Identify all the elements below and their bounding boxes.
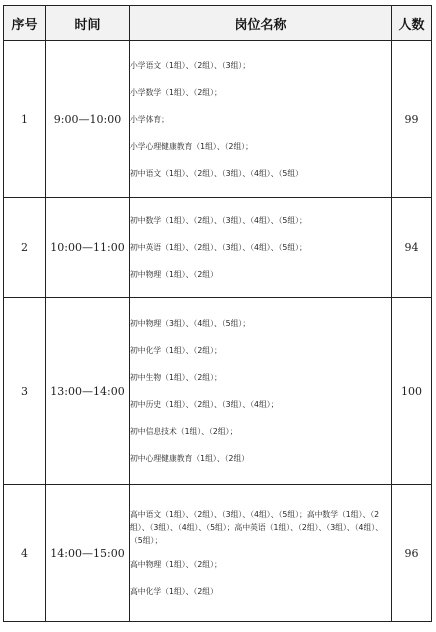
- position-item: 初中数学（1组）、（2组）、（3组）、（4组）、（5组）；: [130, 216, 307, 225]
- row-count: 94: [392, 198, 432, 298]
- position-item: 初中物理（1组）、（2组）: [130, 270, 218, 279]
- table-row: [4, 41, 432, 198]
- position-item: 小学语文（1组）、（2组）、（3组）；: [130, 60, 251, 70]
- position-item: 小学心理健康教育（1组）、（2组）；: [130, 141, 253, 151]
- row-index: 2: [4, 198, 46, 298]
- row-index: 1: [4, 41, 46, 198]
- row-positions: [130, 485, 392, 622]
- table-row: [4, 485, 432, 622]
- position-item: 初中心理健康教育（1组）、（2组）: [130, 454, 250, 463]
- position-item: 初中英语（1组）、（2组）、（3组）、（4组）、（5组）；: [130, 243, 307, 252]
- position-item: 初中物理（3组）、（4组）、（5组）；: [130, 319, 251, 328]
- row-positions: [130, 298, 392, 485]
- row-count: 96: [392, 485, 432, 622]
- row-count: 99: [392, 41, 432, 198]
- position-item: 小学体育；: [130, 114, 169, 124]
- row-time: 14:00—15:00: [46, 485, 130, 622]
- table-row: [4, 198, 432, 298]
- position-item: 小学数学（1组）、（2组）；: [130, 87, 222, 97]
- row-time: 9:00—10:00: [46, 41, 130, 198]
- header-index: 序号: [4, 6, 46, 41]
- table-row: [4, 298, 432, 485]
- schedule-table: [3, 5, 432, 622]
- position-item: 初中历史（1组）、（2组）、（3组）、（4组）；: [130, 400, 279, 409]
- position-item: 初中信息技术（1组）、（2组）；: [130, 427, 238, 436]
- position-item: 高中语文（1组）、（2组）、（3组）、（4组）、（5组）；高中数学（1组）、（2组）、（3组）、（4组）、（5组）；高中英语（1组）、（2组）、（3组）、（4组）、（5组）；: [130, 510, 384, 545]
- header-time: 时间: [46, 6, 130, 41]
- row-positions: [130, 41, 392, 198]
- row-time: 10:00—11:00: [46, 198, 130, 298]
- position-item: 初中化学（1组）、（2组）；: [130, 346, 222, 355]
- header-count: 人数: [392, 6, 432, 41]
- position-item: 高中化学（1组）、（2组）: [130, 587, 218, 596]
- row-time: 13:00—14:00: [46, 298, 130, 485]
- header-positions: 岗位名称: [130, 6, 392, 41]
- row-index: 3: [4, 298, 46, 485]
- position-item: 高中物理（1组）、（2组）；: [130, 560, 222, 569]
- position-item: 初中语文（1组）、（2组）、（3组）、（4组）、（5组）: [130, 168, 303, 178]
- row-count: 100: [392, 298, 432, 485]
- position-item: 初中生物（1组）、（2组）；: [130, 373, 222, 382]
- row-positions: [130, 198, 392, 298]
- header-row: [4, 6, 432, 41]
- row-index: 4: [4, 485, 46, 622]
